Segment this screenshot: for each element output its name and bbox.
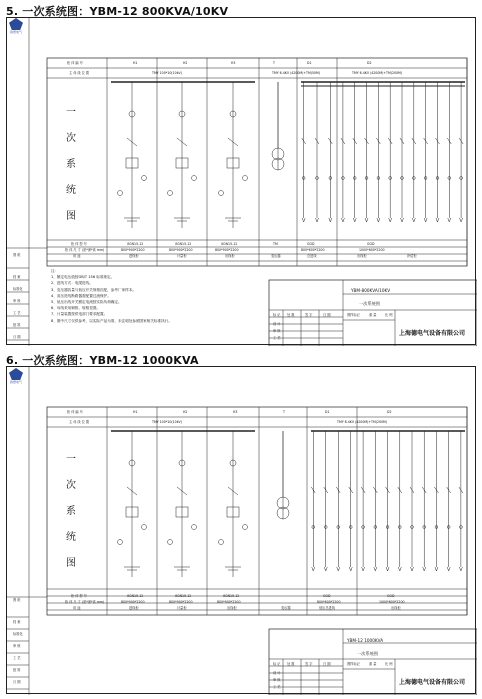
side-label-approve: 批 准: [13, 323, 21, 327]
lv-outgoing-arrow-icon: [353, 218, 356, 222]
model-d2: GGD: [387, 594, 395, 598]
side-label-process: 工 艺: [13, 656, 21, 660]
model-h1: XGN15-12: [127, 242, 144, 246]
indicator-icon: [168, 191, 173, 196]
lv-outgoing-arrow-icon: [341, 218, 344, 222]
usage-d2: 出线柜: [357, 254, 367, 258]
tb-cell: 审 核: [273, 678, 281, 682]
usage-h3: 出线柜: [225, 254, 235, 258]
side-label-review: 审 核: [13, 299, 21, 303]
title-block-model: YBM-12 1000KVA: [347, 638, 384, 643]
label-cabinet-size: 柜 体 尺 寸 (宽*深*高 mm): [65, 248, 105, 252]
lv-outgoing-arrow-icon: [374, 567, 377, 571]
single-line-diagram-1000kva: [7, 367, 477, 695]
model-h3: XGN15-12: [223, 594, 240, 598]
lv-outgoing-arrow-icon: [412, 218, 415, 222]
hv-bus-label: TMY 100*10(10kV): [152, 420, 182, 424]
header-cabinet-no: 柜 体 编 号: [67, 61, 83, 65]
indicator-icon: [219, 191, 224, 196]
lv-outgoing-arrow-icon: [401, 218, 404, 222]
label-cabinet-size: 柜 体 尺 寸 (宽*深*高 mm): [65, 600, 105, 604]
title-block-name: 一次系统图: [359, 301, 380, 306]
side-label-drawing: 图 纸: [13, 598, 21, 602]
lv-outgoing-arrow-icon: [424, 218, 427, 222]
design-notes: 注： 1、额定电压值按GB/T 156 标准规定。 2、进线方式：电缆进线。 3、变压器容量与低压开关规格匹配，参考厂家样本。 4、高压进线断路器需配置过流保护。 5、低压出线开关额定电流按实际负荷确定。 6、母线采用铜排，规格见图。 7、计量装置按供电部门要求配置。 8、图中尺寸仅供参考，以实际产品为准，未注明处参照国家相关标准执行。: [51, 269, 172, 323]
indicator-icon: [118, 540, 123, 545]
indicator-icon: [219, 540, 224, 545]
label-usage: 用 途: [73, 254, 81, 258]
tb-cell: 图样标记: [347, 662, 360, 666]
meter-icon: [192, 525, 197, 530]
title-block-model: YBM-800KVA/10KV: [351, 288, 391, 293]
tb-cell: 处 数: [287, 313, 295, 317]
side-label-standard: 标准化: [13, 287, 23, 291]
meter-icon: [243, 176, 248, 181]
header-h2: H2: [183, 61, 188, 65]
model-h3: XGN15-12: [221, 242, 238, 246]
lv-outgoing-arrow-icon: [447, 567, 450, 571]
size-h2: 800*900*2200: [169, 248, 193, 252]
usage-d1: 低压总进线: [319, 606, 335, 610]
lv-outgoing-arrow-icon: [316, 218, 319, 222]
lv-outgoing-arrow-icon: [411, 567, 414, 571]
model-h1: XGN15-12: [127, 594, 144, 598]
usage-h1: 进线柜: [129, 254, 139, 258]
lv-outgoing-arrow-icon: [377, 218, 380, 222]
section-title-1000kva: 6. 一次系统图：YBM-12 1000KVA: [6, 354, 199, 367]
indicator-icon: [168, 540, 173, 545]
model-h2: XGN15-12: [175, 242, 192, 246]
busbar-row-label: 主 母 线 位 置: [69, 420, 89, 424]
tb-cell: 图样标记: [347, 313, 360, 317]
tb-cell: 工 艺: [273, 336, 281, 340]
lv-outgoing-arrow-icon: [337, 567, 340, 571]
usage-h1: 进线柜: [129, 606, 139, 610]
side-label-standard: 标准化: [13, 632, 23, 636]
diagram-frame: [47, 407, 467, 615]
tb-cell: 设 计: [273, 322, 281, 326]
company-name: 上海德电气设备有限公司: [399, 679, 466, 686]
size-d2: 1000*600*2200: [359, 248, 385, 252]
tb-cell: 标 记: [273, 662, 281, 666]
lv-outgoing-arrow-icon: [389, 218, 392, 222]
model-d2: GGD: [367, 242, 375, 246]
tb-cell: 重 量: [369, 662, 377, 666]
header-h3: H3: [231, 61, 236, 65]
title-block-name: 一次系统图: [357, 651, 378, 656]
lv-outgoing-arrow-icon: [365, 218, 368, 222]
tb-cell: 标 记: [273, 313, 281, 317]
lv-outgoing-arrow-icon: [324, 567, 327, 571]
label-cabinet-model: 柜 体 型 号: [71, 242, 87, 246]
side-label-archive: 档 案: [13, 275, 21, 279]
company-name: 上海德电气设备有限公司: [399, 330, 466, 337]
label-cabinet-model: 柜 体 型 号: [71, 594, 87, 598]
header-d2: D2: [367, 61, 372, 65]
logo-caption: 韵德电气: [9, 380, 22, 384]
lv-bus-label: TMY 6.4KV (4200M)+TM(200M): [337, 420, 388, 424]
tb-cell: 设 计: [273, 671, 281, 675]
meter-icon: [243, 525, 248, 530]
busbar-row-label: 主 母 线 位 置: [69, 71, 89, 75]
side-label-date: 日 期: [13, 680, 21, 684]
usage-h3: 出线柜: [227, 606, 237, 610]
meter-icon: [192, 176, 197, 181]
header-cabinet-no: 柜 体 编 号: [67, 410, 83, 414]
usage-d2: 出线柜: [391, 606, 401, 610]
size-d1: 800*600*2200: [301, 248, 325, 252]
size-h2: 800*900*2200: [169, 600, 193, 604]
drawing-sheet-800kva: [6, 17, 476, 345]
model-d1: GGD: [323, 594, 331, 598]
tb-cell: 处 数: [287, 662, 295, 666]
lv-outgoing-arrow-icon: [460, 218, 463, 222]
side-label-process: 工 艺: [13, 311, 21, 315]
lv-outgoing-arrow-icon: [302, 218, 305, 222]
header-h2: H2: [183, 410, 188, 414]
size-d1: 800*600*2200: [317, 600, 341, 604]
indicator-icon: [118, 191, 123, 196]
tb-cell: 工 艺: [273, 685, 281, 689]
tb-cell: 比 例: [385, 313, 393, 317]
lv-outgoing-arrow-icon: [423, 567, 426, 571]
hv-bus-label: TMY 100*10(10kV): [152, 71, 182, 75]
usage-h2: 计量柜: [177, 254, 187, 258]
size-h3: 800*900*2200: [215, 248, 239, 252]
model-h2: XGN15-12: [175, 594, 192, 598]
header-d1: D1: [325, 410, 330, 414]
lv-outgoing-arrow-icon: [398, 567, 401, 571]
lv-outgoing-arrow-icon: [436, 218, 439, 222]
lv-outgoing-arrow-icon: [329, 218, 332, 222]
lv-outgoing-arrow-icon: [386, 567, 389, 571]
logo-caption: 韵德电气: [9, 30, 22, 34]
tb-cell: 日 期: [323, 313, 331, 317]
size-h1: 800*900*2200: [121, 600, 145, 604]
model-t: TM: [273, 242, 278, 246]
drawing-sheet-1000kva: [6, 366, 476, 694]
lv-outgoing-arrow-icon: [459, 567, 462, 571]
lv-outgoing-arrow-icon: [448, 218, 451, 222]
diagram-frame: [47, 58, 467, 266]
header-d1: D1: [307, 61, 312, 65]
tb-cell: 比 例: [385, 662, 393, 666]
side-label-review: 审 核: [13, 644, 21, 648]
lv-outgoing-arrow-icon: [362, 567, 365, 571]
size-h3: 800*900*2200: [217, 600, 241, 604]
vertical-title: 一 次 系 统 图: [66, 454, 76, 569]
usage-d1: 总进线: [307, 254, 317, 258]
side-label-archive: 档 案: [13, 620, 21, 624]
usage-t: 变压器: [271, 254, 281, 258]
lv-outgoing-arrow-icon: [312, 567, 315, 571]
meter-icon: [142, 525, 147, 530]
tb-cell: 签 字: [305, 313, 313, 317]
vertical-title: 一 次 系 统 图: [66, 107, 76, 222]
meter-icon: [142, 176, 147, 181]
header-h3: H3: [233, 410, 238, 414]
section-title-800kva: 5. 一次系统图：YBM-12 800KVA/10KV: [6, 5, 229, 18]
side-label-date: 日 期: [13, 335, 21, 339]
model-d1: GGD: [307, 242, 315, 246]
lv-outgoing-arrow-icon: [349, 567, 352, 571]
side-label-approve: 批 准: [13, 668, 21, 672]
lv-outgoing-arrow-icon: [435, 567, 438, 571]
header-h1: H1: [133, 61, 138, 65]
header-d2: D2: [387, 410, 392, 414]
size-d2: 1000*600*2200: [379, 600, 405, 604]
tb-cell: 重 量: [369, 313, 377, 317]
tb-cell: 日 期: [323, 662, 331, 666]
header-t: T: [283, 410, 285, 414]
usage-d3: 补偿柜: [407, 254, 417, 258]
lv-bus-label-2: TMY 6.4KV (4200M)+TM(200M): [352, 71, 403, 75]
lv-bus-label-1: TMY 6.4KV (4200M)+TM(50M): [272, 71, 321, 75]
label-usage: 用 途: [73, 606, 81, 610]
tb-cell: 审 核: [273, 329, 281, 333]
size-h1: 800*900*2200: [121, 248, 145, 252]
usage-h2: 计量柜: [177, 606, 187, 610]
usage-t: 变压器: [281, 606, 291, 610]
tb-cell: 签 字: [305, 662, 313, 666]
header-t: T: [273, 61, 275, 65]
header-h1: H1: [133, 410, 138, 414]
side-label-drawing: 图 纸: [13, 253, 21, 257]
